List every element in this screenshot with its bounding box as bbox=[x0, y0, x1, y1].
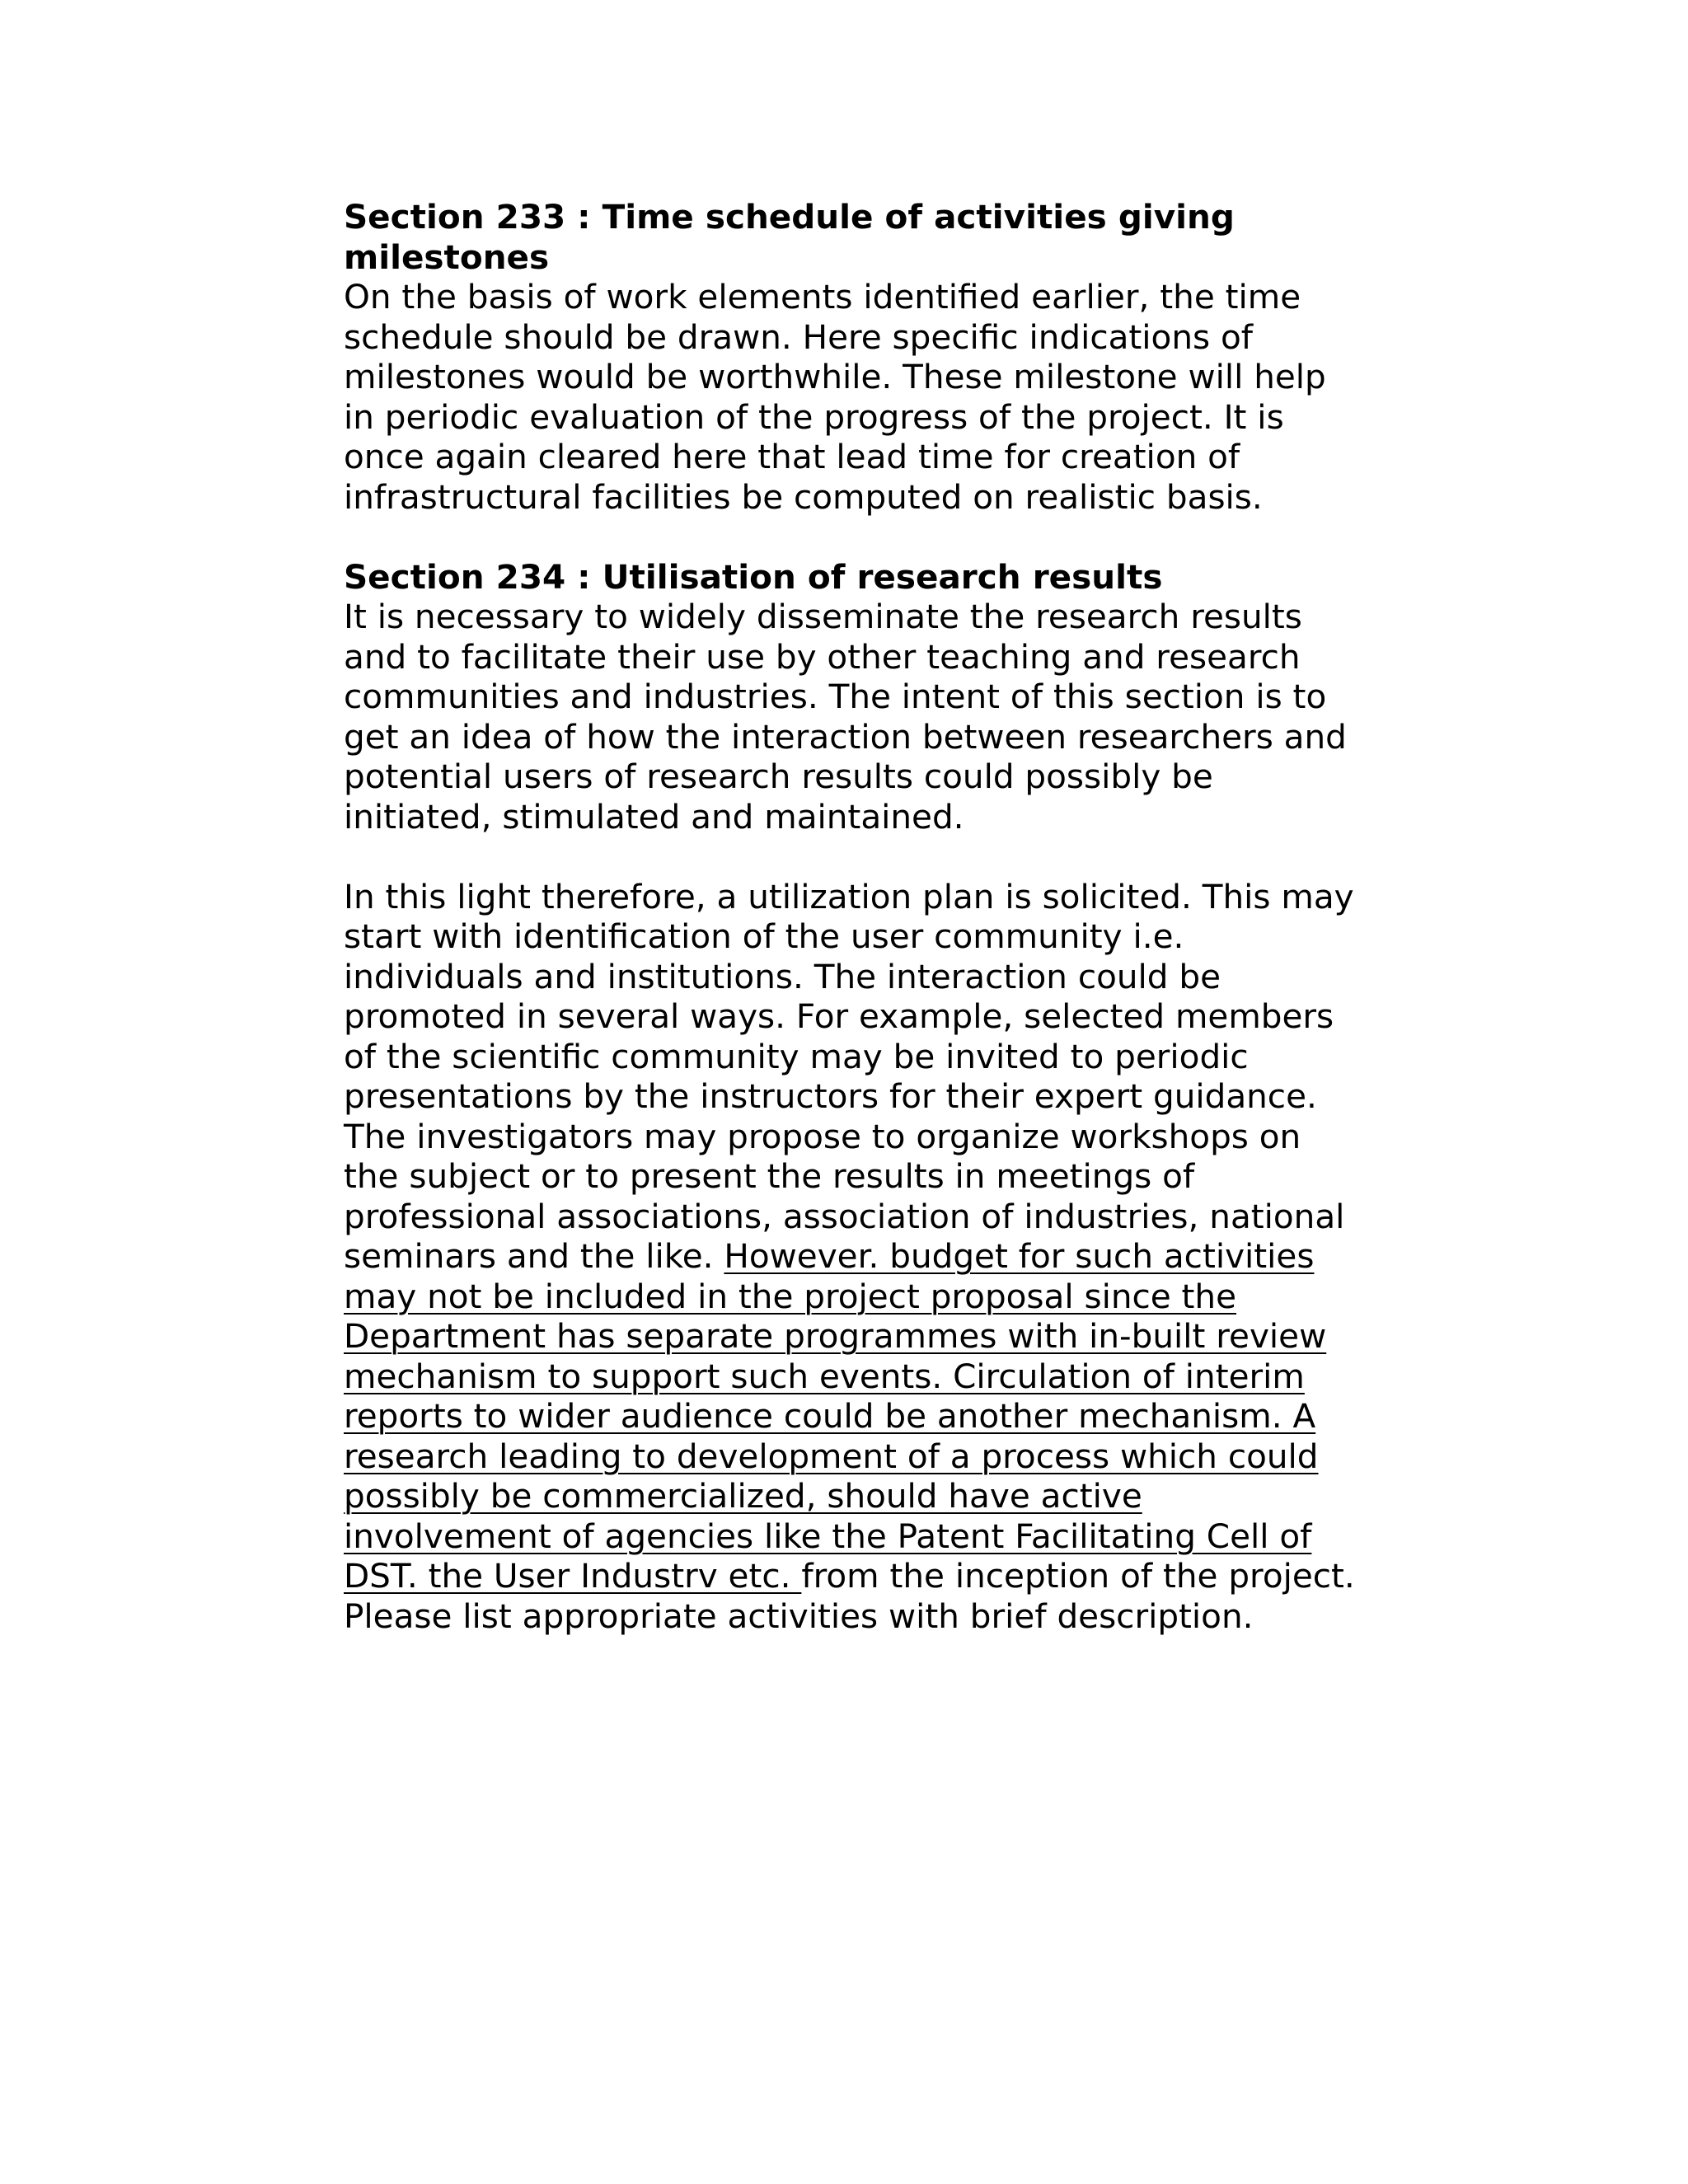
utilization-text-end: from the inception of the project. Please list appropriate activities with brief description. bbox=[344, 1556, 1355, 1636]
utilization-text-start: In this light therefore, a utilization plan is solicited. This may start with identification of the user community i.e. individuals and institutions. The interaction could be promoted in several ways. For example, selected members of the scientific community may be invited to periodic presentations by the instructors for their expert guidance. The investigators may propose to organize workshops on the subject or to present the results in meetings of professional associations, association of industries, national seminars and the like. bbox=[344, 876, 1354, 1276]
section-234-utilization-paragraph bbox=[344, 877, 1357, 1637]
paragraph-gap bbox=[344, 837, 1357, 877]
section-233-title: Section 233 : Time schedule of activities giving milestones bbox=[344, 197, 1235, 277]
paragraph-gap bbox=[344, 517, 1357, 557]
section-233-body: On the basis of work elements identified earlier, the time schedule should be drawn. Here specific indications of milestones would be worthwhile. These milestone will help in periodic evaluation of the progress of the project. It is once again cleared here that lead time for creation of infrastructural facilities be computed on realistic basis. bbox=[344, 277, 1326, 517]
section-234-body: It is necessary to widely disseminate the research results and to facilitate their use by other teaching and research communities and industries. The intent of this section is to get an idea of how the interaction between researchers and potential users of research results could possibly be initiated, stimulated and maintained. bbox=[344, 597, 1347, 837]
section-234-title: Section 234 : Utilisation of research results bbox=[344, 556, 1163, 597]
document-page bbox=[344, 197, 1357, 1636]
underlined-budget-note: However. budget for such activities may not be included in the project proposal since the Department has separate programmes with in-built review mechanism to support such events. Circulation of interim reports to wider audience could be another mechanism. A research leading to development of a process which could possibly be commercialized, should have active involvement of agencies like the Patent Facilitating Cell of DST. the User Industrv etc. bbox=[344, 1236, 1327, 1596]
